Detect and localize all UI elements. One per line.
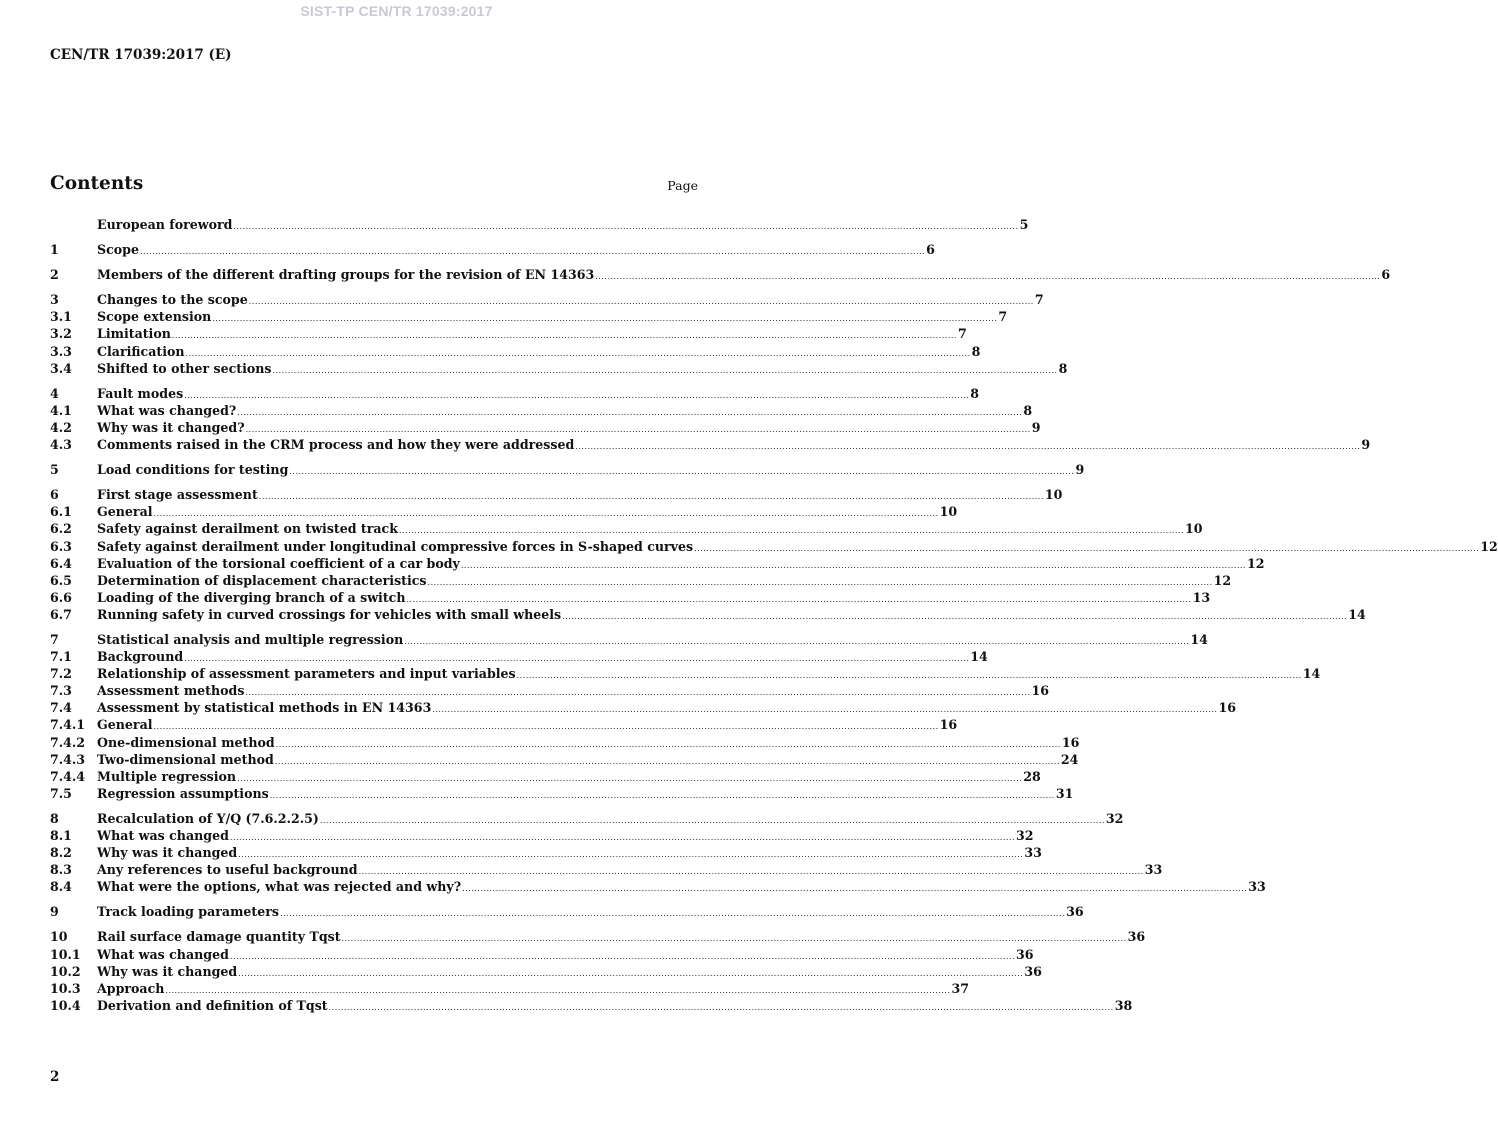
toc-dot-leader — [462, 880, 1247, 897]
toc-entry[interactable] — [50, 503, 958, 520]
toc-entry-number: 6.6 — [50, 589, 72, 605]
toc-entry-title: What was changed? — [97, 402, 237, 418]
toc-entry-number: 8.4 — [50, 879, 72, 895]
toc-entry[interactable] — [50, 631, 1208, 648]
document-id: CEN/TR 17039:2017 (E) — [50, 47, 232, 63]
toc-entry-title: First stage assessment — [97, 487, 258, 503]
toc-entry[interactable] — [50, 241, 935, 258]
toc-section — [50, 810, 1266, 895]
toc-entry-title: Safety against derailment on twisted track — [97, 521, 398, 537]
toc-entry[interactable] — [50, 520, 1203, 537]
toc-entry[interactable] — [50, 589, 1211, 606]
toc-entry[interactable] — [50, 734, 1080, 751]
toc-entry-title: Background — [97, 649, 184, 665]
toc-section — [50, 241, 935, 258]
toc-entry-page: 36 — [1066, 904, 1084, 920]
toc-entry-page: 9 — [1031, 419, 1041, 435]
toc-entry[interactable] — [50, 555, 1265, 572]
toc-entry-title: Determination of displacement characteristics — [97, 572, 427, 588]
toc-entry-number: 10.1 — [50, 946, 81, 962]
toc-entry-page: 28 — [1023, 768, 1041, 784]
toc-entry[interactable] — [50, 385, 980, 402]
toc-dot-leader — [432, 701, 1217, 718]
toc-entry-page: 7 — [1034, 292, 1044, 308]
toc-entry-title: General — [97, 504, 153, 520]
toc-entry[interactable] — [50, 946, 1034, 963]
toc-entry-title: What was changed — [97, 946, 229, 962]
toc-entry[interactable] — [50, 538, 1498, 555]
toc-entry[interactable] — [50, 606, 1366, 623]
toc-entry-page: 16 — [939, 717, 958, 733]
page-column-label: Page — [667, 178, 698, 193]
toc-entry-number: 8.3 — [50, 862, 72, 878]
toc-entry-number: 6.3 — [50, 538, 72, 554]
toc-dot-leader — [237, 770, 1022, 787]
toc-dot-leader — [233, 218, 1018, 235]
toc-entry-title: Loading of the diverging branch of a switch — [97, 589, 406, 605]
toc-entry-title: Recalculation of Y/Q (7.6.2.2.5) — [97, 810, 319, 826]
toc-entry-title: Changes to the scope — [97, 292, 248, 308]
toc-dot-leader — [694, 540, 1479, 557]
toc-entry-title: One-dimensional method — [97, 734, 275, 750]
toc-entry-number: 8.1 — [50, 828, 72, 843]
toc-entry-page: 33 — [1248, 879, 1266, 895]
toc-entry-title: Load conditions for testing — [97, 462, 289, 478]
toc-dot-leader — [280, 905, 1065, 922]
toc-entry-title: Relationship of assessment parameters and input variables — [97, 666, 516, 682]
toc-dot-leader — [230, 948, 1015, 965]
toc-entry-title: Two-dimensional method — [97, 751, 274, 767]
toc-entry-title: Statistical analysis and multiple regression — [97, 631, 404, 647]
toc-entry-title: Limitation — [97, 326, 171, 342]
toc-entry[interactable] — [50, 648, 988, 665]
toc-entry-page: 14 — [970, 649, 988, 665]
toc-entry-page: 6 — [1381, 267, 1391, 283]
toc-section — [50, 216, 1029, 233]
toc-entry-title: Approach — [97, 980, 165, 996]
toc-entry-number: 6.7 — [50, 606, 72, 622]
toc-entry-page: 13 — [1192, 589, 1211, 605]
toc-entry-number: 3.1 — [50, 309, 72, 325]
toc-entry-number: 4.1 — [50, 402, 72, 418]
toc-entry-number: 6 — [50, 487, 59, 503]
toc-dot-leader — [320, 812, 1105, 829]
toc-entry[interactable] — [50, 436, 1371, 453]
toc-dot-leader — [329, 999, 1114, 1016]
toc-section — [50, 486, 1498, 623]
toc-entry-page: 16 — [1031, 683, 1050, 699]
toc-entry-title: Evaluation of the torsional coefficient of a car body — [97, 555, 460, 571]
toc-entry[interactable] — [50, 216, 1029, 233]
toc-entry[interactable] — [50, 980, 970, 997]
toc-entry-page: 10 — [939, 504, 958, 520]
toc-dot-leader — [428, 574, 1213, 591]
toc-section — [50, 461, 1085, 478]
toc-entry-page: 10 — [1044, 487, 1063, 503]
toc-entry[interactable] — [50, 419, 1041, 436]
toc-entry-number: 7.5 — [50, 785, 72, 801]
toc-entry-page: 7 — [957, 326, 967, 342]
toc-entry[interactable] — [50, 716, 958, 733]
toc-dot-leader — [238, 965, 1023, 982]
toc-entry[interactable] — [50, 572, 1232, 589]
toc-entry-page: 12 — [1246, 555, 1265, 571]
toc-dot-leader — [237, 404, 1022, 421]
toc-entry-page: 8 — [971, 343, 981, 359]
toc-dot-leader — [230, 829, 1015, 846]
toc-entry-page: 24 — [1060, 751, 1079, 767]
toc-entry-number: 7 — [50, 631, 59, 647]
toc-entry-title: Multiple regression — [97, 768, 237, 784]
toc-entry-number: 8.2 — [50, 845, 72, 861]
toc-entry-title: Shifted to other sections — [97, 360, 272, 376]
toc-entry[interactable] — [50, 343, 981, 360]
toc-dot-leader — [270, 787, 1055, 804]
toc-entry-number: 10.4 — [50, 997, 81, 1013]
toc-dot-leader — [140, 243, 925, 260]
toc-entry-number: 7.4 — [50, 700, 72, 716]
toc-dot-leader — [186, 345, 971, 362]
toc-entry-number: 4 — [50, 385, 59, 401]
toc-dot-leader — [562, 608, 1347, 625]
toc-entry-page: 36 — [1127, 929, 1146, 945]
toc-dot-leader — [275, 753, 1060, 770]
toc-entry-number: 3.2 — [50, 326, 72, 342]
toc-entry-title: Rail surface damage quantity Tqst — [97, 929, 341, 945]
toc-dot-leader — [172, 327, 957, 344]
toc-entry-title: What were the options, what was rejected and why? — [97, 879, 462, 895]
toc-entry-number: 7.2 — [50, 666, 72, 682]
toc-entry-page: 31 — [1055, 785, 1074, 801]
toc-entry[interactable] — [50, 682, 1050, 699]
toc-entry[interactable] — [50, 308, 1008, 325]
toc-entry-page: 36 — [1016, 946, 1034, 962]
toc-entry-page: 33 — [1144, 862, 1163, 878]
toc-entry[interactable] — [50, 461, 1085, 478]
toc-entry-page: 12 — [1213, 572, 1232, 588]
toc-dot-leader — [289, 463, 1074, 480]
toc-entry-page: 32 — [1105, 810, 1124, 826]
toc-entry-title: Clarification — [97, 343, 185, 359]
toc-entry-number: 10.3 — [50, 980, 81, 996]
toc-entry-number: 4.2 — [50, 419, 72, 435]
toc-section — [50, 385, 1371, 453]
toc-entry-page: 36 — [1024, 963, 1042, 979]
toc-entry-title: Derivation and definition of Tqst — [97, 997, 328, 1013]
toc-entry-title: What was changed — [97, 828, 229, 843]
toc-entry-title: Track loading parameters — [97, 904, 279, 920]
toc-entry-title: Any references to useful background — [97, 862, 358, 878]
toc-entry-number: 10 — [50, 929, 68, 945]
toc-entry-page: 8 — [1058, 360, 1068, 376]
toc-dot-leader — [212, 310, 997, 327]
toc-entry[interactable] — [50, 844, 1042, 861]
toc-section — [50, 631, 1321, 802]
toc-entry-title: Why was it changed? — [97, 419, 245, 435]
toc-entry-number: 7.3 — [50, 683, 72, 699]
toc-entry-title: Scope — [97, 242, 139, 258]
toc-entry-page: 37 — [951, 980, 970, 996]
toc-entry[interactable] — [50, 861, 1163, 878]
toc-entry-title: Comments raised in the CRM process and how they were addressed — [97, 437, 575, 453]
toc-entry-page: 33 — [1024, 845, 1042, 861]
toc-entry-title: Assessment by statistical methods in EN 14363 — [97, 700, 432, 716]
toc-entry[interactable] — [50, 785, 1074, 802]
toc-entry-number: 3.3 — [50, 343, 72, 359]
toc-entry-page: 14 — [1302, 666, 1321, 682]
toc-entry-number: 5 — [50, 462, 59, 478]
toc-dot-leader — [184, 387, 969, 404]
toc-entry[interactable] — [50, 325, 967, 342]
toc-entry-number: 6.1 — [50, 504, 72, 520]
toc-entry-page: 32 — [1016, 828, 1034, 843]
toc-entry-number: 7.1 — [50, 649, 72, 665]
toc-entry-number: 7.4.4 — [50, 768, 86, 784]
toc-entry-title: Scope extension — [97, 309, 212, 325]
toc-entry-title: Regression assumptions — [97, 785, 269, 801]
watermark-text: SIST-TP CEN/TR 17039:2017 — [300, 3, 493, 19]
toc-section — [50, 291, 1068, 376]
toc-entry-title: Why was it changed — [97, 963, 238, 979]
toc-entry-page: 9 — [1361, 437, 1371, 453]
toc-entry-number: 9 — [50, 904, 59, 920]
toc-entry[interactable] — [50, 751, 1079, 768]
toc-entry-title: Members of the different drafting groups for the revision of EN 14363 — [97, 267, 595, 283]
toc-entry-title: Fault modes — [97, 385, 184, 401]
toc-entry[interactable] — [50, 963, 1042, 980]
toc-entry[interactable] — [50, 402, 1033, 419]
toc-dot-leader — [404, 633, 1189, 650]
toc-entry-number: 7.4.3 — [50, 751, 86, 767]
toc-entry-page: 8 — [1023, 402, 1033, 418]
toc-entry-number: 7.4.1 — [50, 717, 86, 733]
toc-entry-page: 9 — [1075, 462, 1085, 478]
toc-entry-page: 38 — [1114, 997, 1133, 1013]
toc-entry-number: 4.3 — [50, 437, 72, 453]
toc-entry[interactable] — [50, 665, 1321, 682]
toc-entry-page: 7 — [998, 309, 1008, 325]
toc-entry[interactable] — [50, 810, 1124, 827]
toc-entry-page: 14 — [1190, 631, 1208, 647]
toc-entry-page: 10 — [1185, 521, 1203, 537]
toc-entry-page: 14 — [1348, 606, 1366, 622]
toc-entry-number: 2 — [50, 267, 59, 283]
toc-entry-page: 16 — [1218, 700, 1236, 716]
toc-entry-number: 6.5 — [50, 572, 72, 588]
toc-entry-number: 3.4 — [50, 360, 72, 376]
toc-entry-page: 8 — [970, 385, 980, 401]
toc-entry-title: Running safety in curved crossings for vehicles with small wheels — [97, 606, 562, 622]
toc-dot-leader — [249, 293, 1034, 310]
toc-entry[interactable] — [50, 360, 1068, 377]
toc-entry-page: 6 — [926, 242, 935, 258]
toc-entry[interactable] — [50, 486, 1063, 503]
toc-entry-title: Why was it changed — [97, 845, 238, 861]
toc-dot-leader — [575, 438, 1360, 455]
toc-entry-number: 10.2 — [50, 963, 81, 979]
toc-entry-page: 12 — [1480, 538, 1498, 554]
toc-section — [50, 903, 1084, 920]
toc-entry-page: 5 — [1019, 217, 1029, 232]
toc-entry-number: 3 — [50, 292, 59, 308]
toc-entry[interactable] — [50, 997, 1133, 1014]
toc-entry[interactable] — [50, 903, 1084, 920]
toc-entry[interactable] — [50, 928, 1146, 945]
toc-entry-number: 7.4.2 — [50, 734, 86, 750]
toc-entry-title: Safety against derailment under longitudinal compressive forces in S-shaped curves — [97, 538, 694, 554]
table-of-contents — [50, 216, 1498, 1022]
toc-entry[interactable] — [50, 768, 1041, 785]
toc-dot-leader — [342, 930, 1127, 947]
toc-entry[interactable] — [50, 878, 1266, 895]
toc-entry[interactable] — [50, 291, 1044, 308]
toc-dot-leader — [461, 557, 1246, 574]
toc-entry-number: 8 — [50, 810, 59, 826]
toc-entry-page: 16 — [1061, 734, 1080, 750]
toc-entry[interactable] — [50, 266, 1391, 283]
toc-entry-number: 6.2 — [50, 521, 72, 537]
toc-section — [50, 928, 1146, 1013]
footer-page-number: 2 — [50, 1069, 60, 1085]
toc-dot-leader — [276, 736, 1061, 753]
toc-entry-title: European foreword — [97, 217, 233, 232]
toc-entry-number: 6.4 — [50, 555, 72, 571]
page-title: Contents — [50, 173, 144, 194]
toc-entry-number: 1 — [50, 242, 59, 258]
toc-dot-leader — [517, 667, 1302, 684]
toc-dot-leader — [259, 488, 1044, 505]
toc-entry-title: Assessment methods — [97, 683, 245, 699]
toc-entry[interactable] — [50, 827, 1034, 844]
toc-dot-leader — [273, 362, 1058, 379]
toc-entry[interactable] — [50, 699, 1236, 716]
toc-dot-leader — [359, 863, 1144, 880]
toc-dot-leader — [595, 268, 1380, 285]
toc-section — [50, 266, 1391, 283]
toc-entry-title: General — [97, 717, 153, 733]
